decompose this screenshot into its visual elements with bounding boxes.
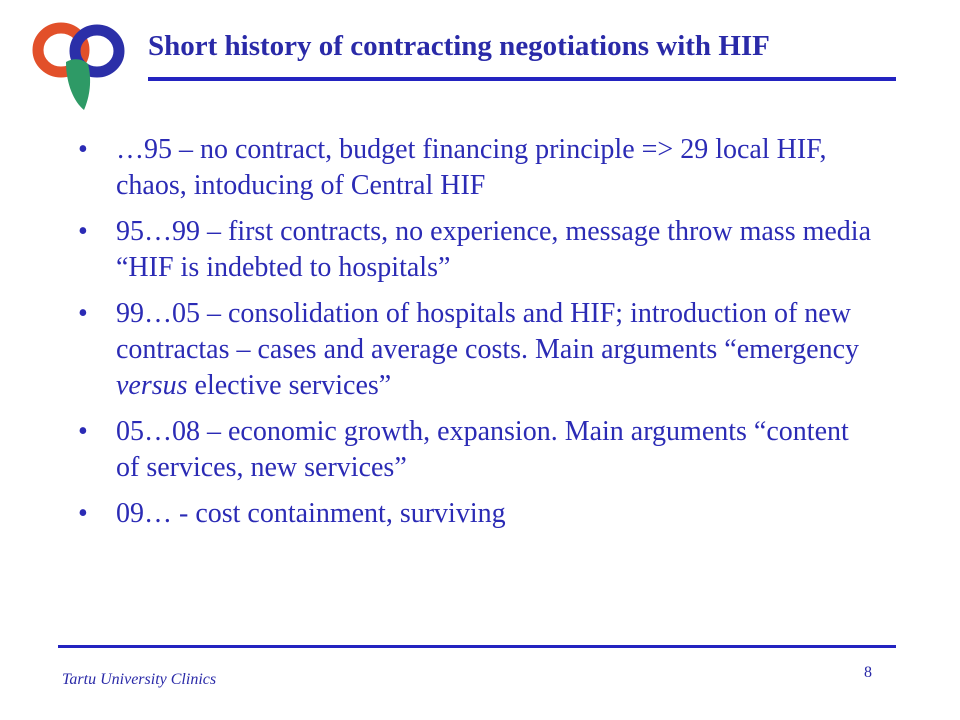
bullet-text [116, 214, 878, 286]
bullet-text-part: elective services” [187, 370, 392, 401]
bullet-item [78, 132, 878, 204]
footer-organization: Tartu University Clinics [62, 671, 217, 688]
bullet-item [78, 296, 878, 404]
bullet-marker: • [78, 498, 88, 529]
bullet-item [78, 414, 878, 486]
bullet-item [78, 496, 878, 532]
logo-icon [28, 18, 128, 116]
bullet-marker: • [78, 416, 88, 447]
bullet-marker: • [78, 134, 88, 165]
bullet-item [78, 214, 878, 286]
bullet-text-part: …95 – no contract, budget financing principle => 29 local HIF, chaos, intoducing of Central HIF [116, 134, 827, 201]
slide-title: Short history of contracting negotiations with HIF [148, 30, 770, 62]
bullet-text [116, 296, 878, 404]
bullet-marker: • [78, 216, 88, 247]
bullet-text-part: versus [116, 370, 188, 401]
title-divider [148, 77, 896, 81]
page-number: 8 [864, 664, 872, 681]
bullet-text-part: 09… - cost containment, surviving [116, 498, 506, 529]
bullet-text [116, 414, 878, 486]
bullet-marker: • [78, 298, 88, 329]
bullet-text-part: 95…99 – first contracts, no experience, message throw mass media “HIF is indebted to hospitals” [116, 216, 872, 283]
bullet-text-part: 05…08 – economic growth, expansion. Main arguments “content of services, new services” [116, 416, 849, 483]
bullet-text-part: 99…05 – consolidation of hospitals and HIF; introduction of new contractas – cases and average costs. Main arguments “emergency [116, 298, 859, 365]
bullet-list [78, 132, 878, 542]
footer-divider [58, 645, 896, 648]
bullet-text [116, 132, 878, 204]
bullet-text [116, 496, 878, 532]
